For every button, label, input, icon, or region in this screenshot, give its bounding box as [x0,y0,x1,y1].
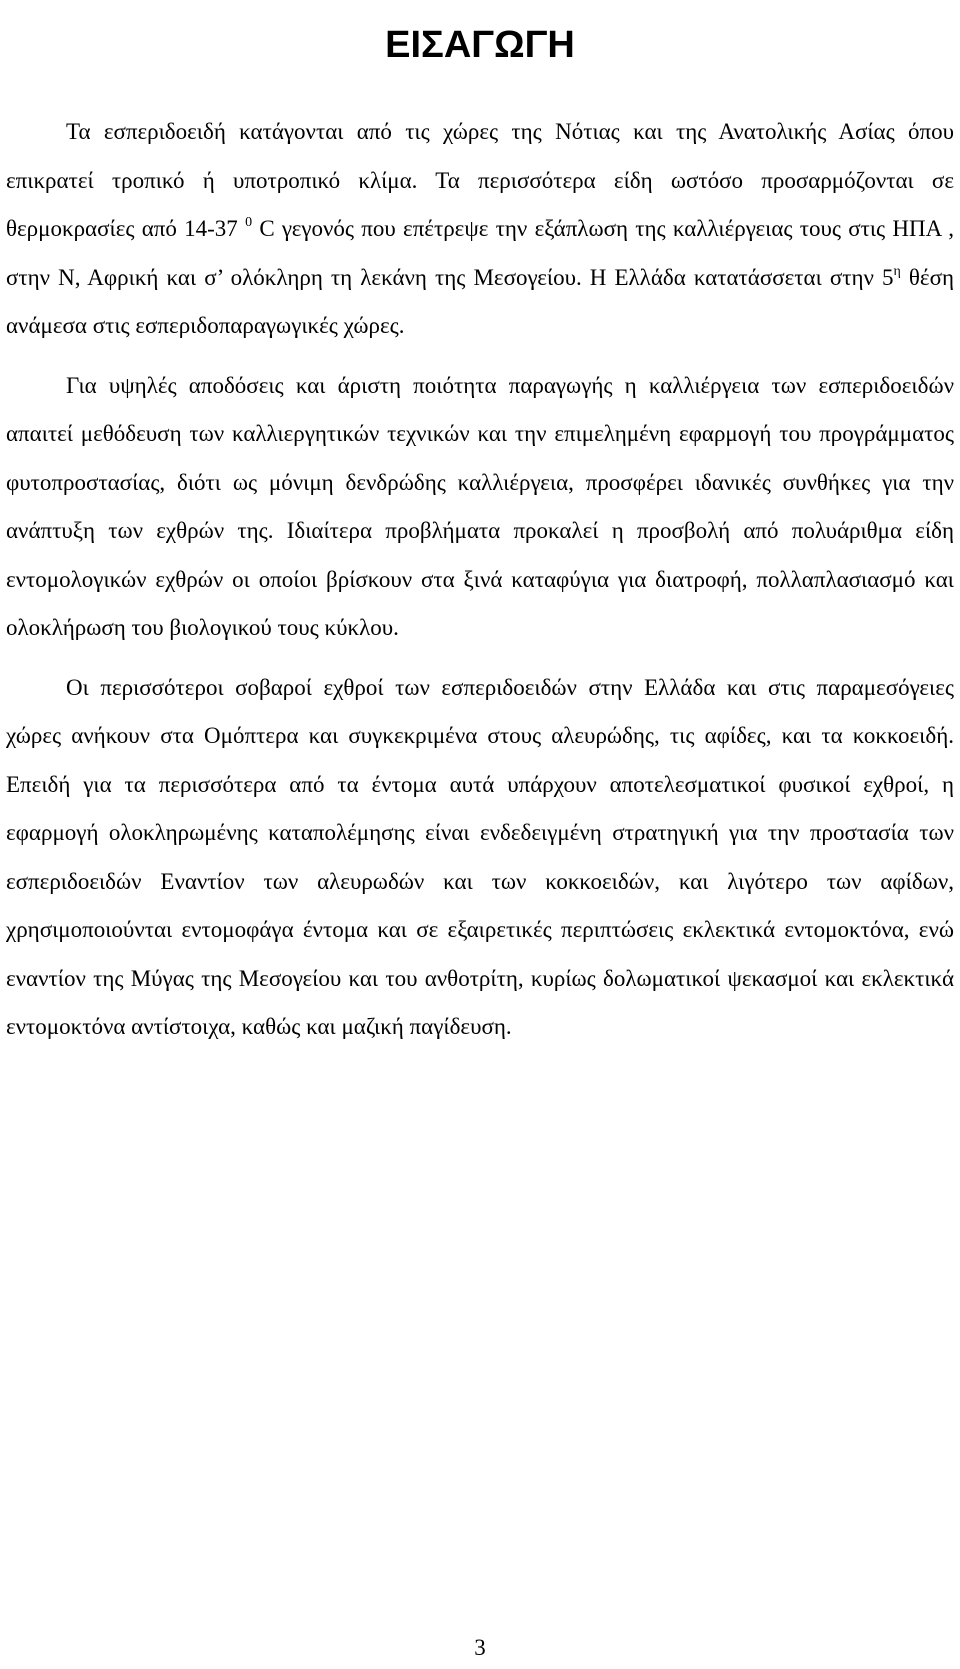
ordinal-superscript: η [893,263,901,279]
paragraph-intro-part-1: Τα εσπεριδοειδή κατάγονται από τις χώρες της Νότιας και της Ανατολικής Ασίας όπου επικρατεί τροπικό ή υποτροπικό κλίμα. Τα περισσότερα είδη ωστόσο προσαρμόζονται σε θερμοκρασίες από 14-37 [6,119,954,241]
paragraph-cultivation: Για υψηλές αποδόσεις και άριστη ποιότητα παραγωγής η καλλιέργεια των εσπεριδοειδών απαιτεί μεθόδευση των καλλιεργητικών τεχνικών και την επιμελημένη εφαρμογή του προγράμματος φυτοπροστασίας, διότι ως μόνιμη δενδρώδης καλλιέργεια, προσφέρει ιδανικές συνθήκες για την ανάπτυξη των εχθρών της. Ιδιαίτερα προβλήματα προκαλεί η προσβολή από πολυάριθμα είδη εντομολογικών εχθρών οι οποίοι βρίσκουν στα ξινά καταφύγια για διατροφή, πολλαπλασιασμό και ολοκλήρωση του βιολογικού τους κύκλου. [6,372,954,640]
page-number: 3 [474,1635,486,1660]
page-title: ΕΙΣΑΓΩΓΗ [385,24,575,67]
paragraph-intro-part-3: θέση ανάμεσα στις εσπεριδοπαραγωγικές χώρες. [6,264,954,338]
document-body [6,108,954,1052]
paragraph-intro-part-2: C γεγονός που επέτρεψε την εξάπλωση της καλλιέργειας τους στις ΗΠΑ , στην Ν, Αφρική και σ’ ολόκληρη τη λεκάνη της Μεσογείου. Η Ελλάδα κατατάσσεται στην 5 [6,216,954,290]
paragraph-pests: Οι περισσότεροι σοβαροί εχθροί των εσπεριδοειδών στην Ελλάδα και στις παραμεσόγειες χώρες ανήκουν στα Ομόπτερα και συγκεκριμένα στους αλευρώδης, τις αφίδες, και τα κοκκοειδή. Επειδή για τα περισσότερα από τα έντομα αυτά υπάρχουν αποτελεσματικοί φυσικοί εχθροί, η εφαρμογή ολοκληρωμένης καταπολέμησης είναι ενδεδειγμένη στρατηγική για την προστασία των εσπεριδοειδών Εναντίον των αλευρωδών και των κοκκοειδών, και λιγότερο των αφίδων, χρησιμοποιούνται εντομοφάγα έντομα και σε εξαιρετικές περιπτώσεις εκλεκτικά εντομοκτόνα, ενώ εναντίον της Μύγας της Μεσογείου και του ανθοτρίτη, κυρίως δολωματικοί ψεκασμοί και εκλεκτικά εντομοκτόνα αντίστοιχα, καθώς και μαζική παγίδευση. [6,674,954,1039]
degree-superscript: 0 [245,215,253,230]
paragraph-intro [6,108,954,351]
